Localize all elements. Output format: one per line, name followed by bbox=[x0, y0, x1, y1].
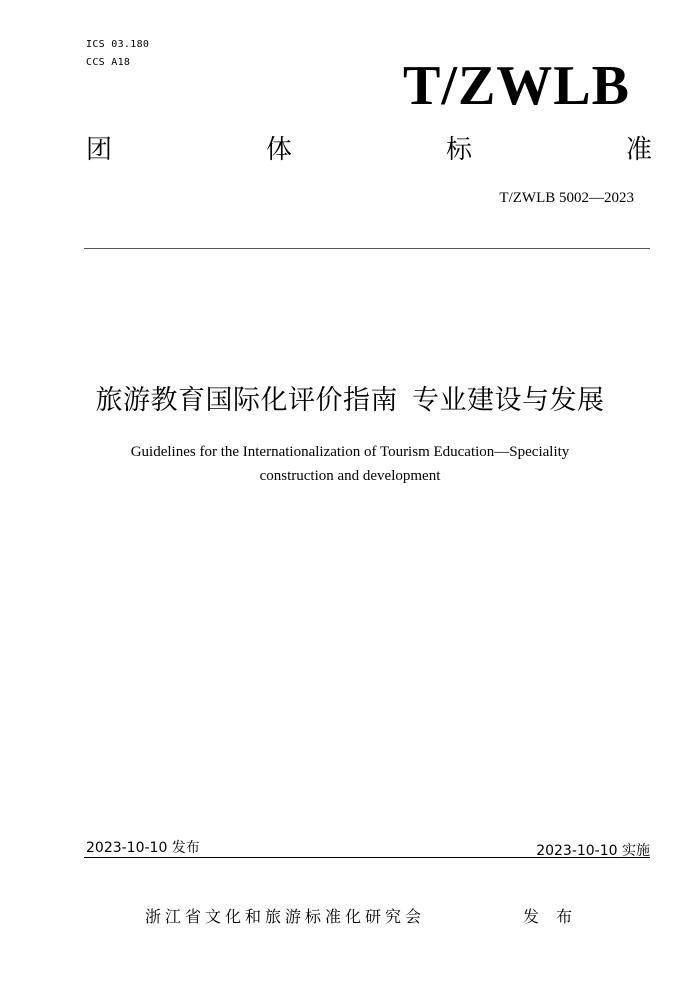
english-title bbox=[90, 440, 610, 488]
chinese-title-sub: 专业建设与发展 bbox=[412, 385, 605, 416]
chinese-title-main: 旅游教育国际化评价指南 bbox=[95, 385, 398, 416]
ics-code: ICS 03.180 bbox=[86, 39, 150, 50]
publish-label: 发 布 bbox=[523, 907, 579, 926]
standard-type-label bbox=[86, 137, 652, 163]
header-divider bbox=[84, 248, 650, 249]
standard-number: T/ZWLB 5002—2023 bbox=[499, 190, 634, 206]
ccs-code: CCS A18 bbox=[86, 57, 131, 68]
english-title-line: construction and development bbox=[259, 468, 441, 484]
publish-date: 2023-10-10 发布 bbox=[86, 840, 200, 856]
standard-type-char: 团 bbox=[86, 135, 113, 165]
implementation-date: 2023-10-10 实施 bbox=[536, 843, 650, 859]
chinese-title bbox=[0, 378, 700, 417]
footer-divider bbox=[84, 857, 650, 858]
standard-type-char: 准 bbox=[625, 135, 652, 165]
publisher-name: 浙江省文化和旅游标准化研究会 bbox=[145, 907, 426, 926]
english-title-line: Guidelines for the Internationalization of Tourism Education—Speciality bbox=[130, 444, 570, 460]
standard-type-char: 体 bbox=[265, 135, 292, 165]
organization-logo-text: T/ZWLB bbox=[403, 55, 630, 117]
standard-type-char: 标 bbox=[445, 135, 472, 165]
